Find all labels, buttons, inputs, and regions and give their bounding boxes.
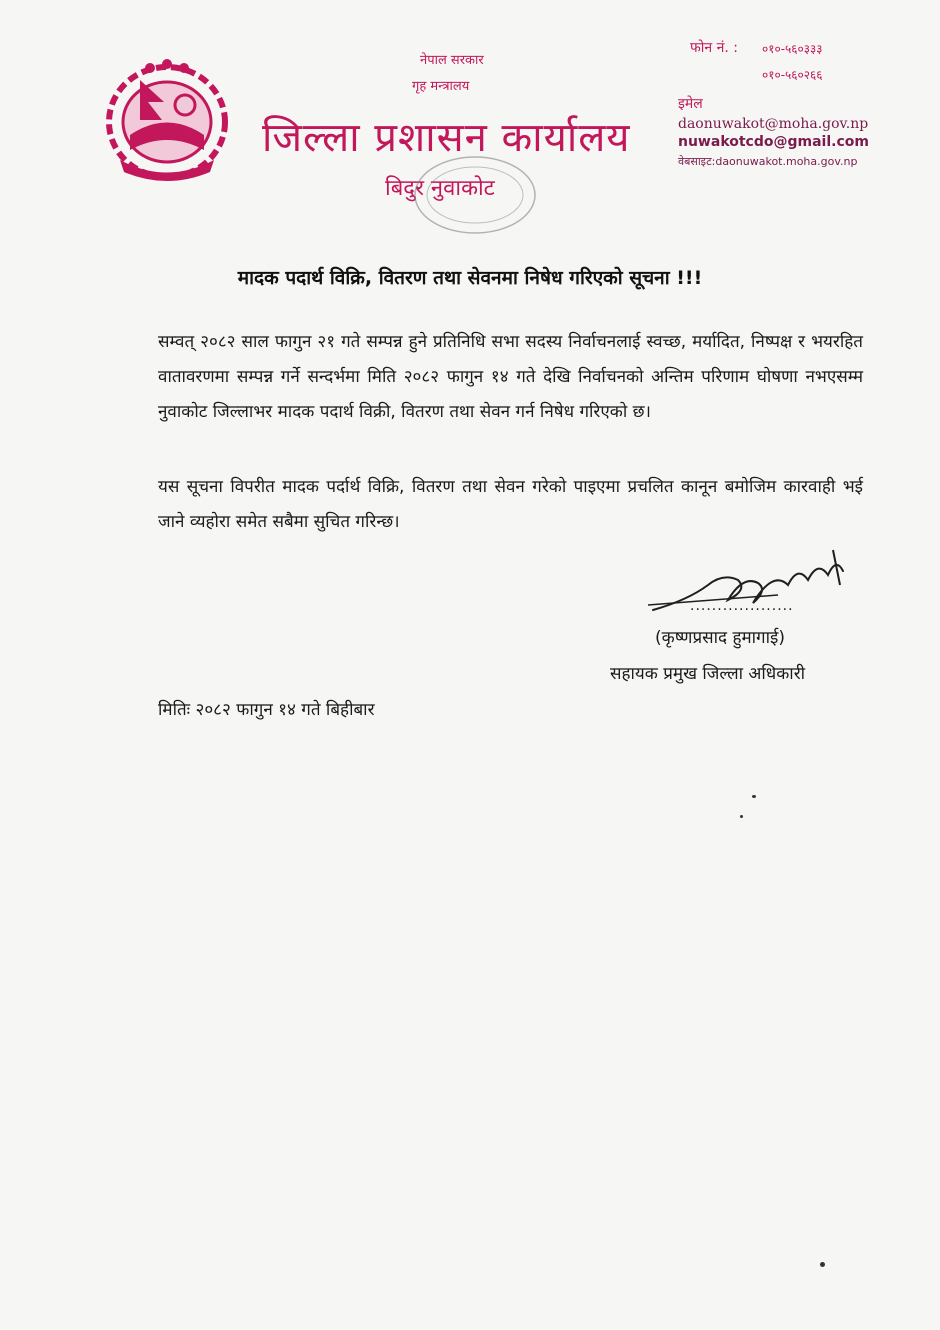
signer-name: (कृष्णप्रसाद हुमागाई) <box>655 628 786 648</box>
scan-speck <box>752 795 756 798</box>
ministry-name: गृह मन्त्रालय <box>412 79 470 94</box>
notice-paragraph-1: सम्वत् २०८२ साल फागुन २१ गते सम्पन्न हुने प्रतिनिधि सभा सदस्य निर्वाचनलाई स्वच्छ, मर्यादित, निष्पक्ष र भयरहित वातावरणमा सम्पन्न गर्ने सन्दर्भमा मिति २०८२ फागुन १४ गते देखि निर्वाचनको अन्तिम परिणाम घोषणा नभएसम्म नुवाकोट जिल्लाभर मादक पदार्थ विक्री, वितरण तथा सेवन गर्न निषेध गरिएको छ। <box>158 332 863 422</box>
phone-number-1: ०१०-५६०३३३ <box>762 42 823 56</box>
notice-title: मादक पदार्थ विक्रि, वितरण तथा सेवनमा निषेध गरिएको सूचना !!! <box>237 267 703 289</box>
phone-number-2: ०१०-५६०२६६ <box>762 68 823 82</box>
office-location: बिदुर नुवाकोट <box>385 176 495 201</box>
notice-paragraph-2: यस सूचना विपरीत मादक पर्दार्थ विक्रि, वितरण तथा सेवन गरेको पाइएमा प्रचलित कानून बमोजिम कारवाही भई जाने व्यहोरा समेत सबैमा सुचित गरिन्छ। <box>158 477 863 532</box>
scan-speck <box>740 815 743 818</box>
government-name: नेपाल सरकार <box>420 53 484 68</box>
phone-label: फोन नं. : <box>690 40 739 56</box>
signature-line: ................... <box>690 598 794 614</box>
scan-speck <box>820 1262 825 1267</box>
office-name: जिल्ला प्रशासन कार्यालय <box>262 115 631 161</box>
signer-designation: सहायक प्रमुख जिल्ला अधिकारी <box>610 664 806 684</box>
email-label: इमेल <box>678 96 703 112</box>
website: वेबसाइट:daonuwakot.moha.gov.np <box>678 155 858 168</box>
email-address-2: nuwakotcdo@gmail.com <box>678 134 869 150</box>
official-stamp-icon <box>385 150 545 250</box>
nepal-emblem-icon <box>100 50 235 190</box>
email-address-1: daonuwakot@moha.gov.np <box>678 116 869 132</box>
notice-date: मितिः २०८२ फागुन १४ गते बिहीबार <box>158 700 375 720</box>
